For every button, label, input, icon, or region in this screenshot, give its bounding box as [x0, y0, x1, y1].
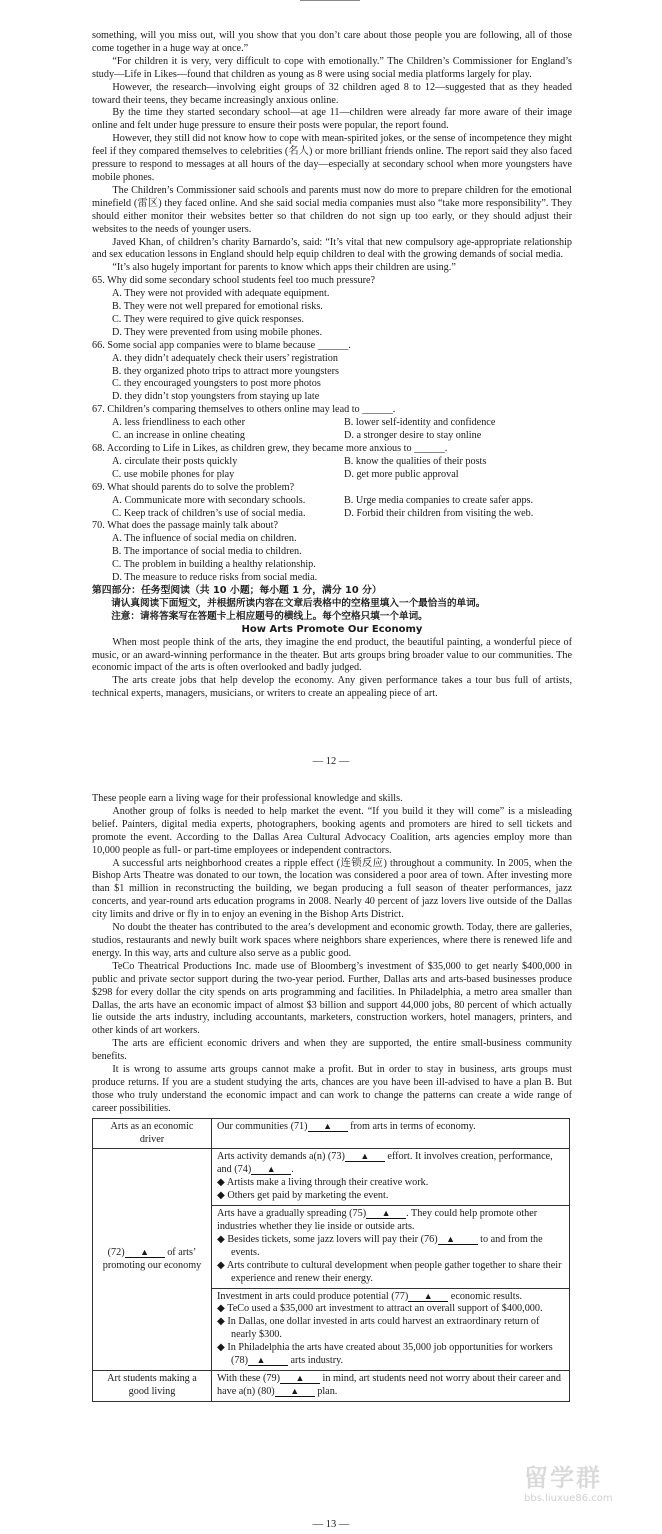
question-stem: 69. What should parents do to solve the problem?	[92, 481, 295, 493]
option: C. Keep track of children’s use of social media.	[112, 507, 306, 519]
cell-text: effort. It involves creation, performance, and (74)	[217, 1151, 553, 1176]
table-cell-label: Art students making a good living	[93, 1370, 212, 1401]
option: B. know the qualities of their posts	[344, 455, 487, 467]
bullet-item: ◆ TeCo used a $35,000 art investment to attract an overall support of $400,000.	[217, 1303, 543, 1315]
bullet-item: ◆ Others get paid by marketing the event.	[217, 1190, 389, 1202]
bullet-item: ◆ Besides tickets, some jazz lovers will pay their (76) ▲ to and from the events.	[217, 1233, 543, 1258]
question-stem: 68. According to Life in Likes, as children grew, they became more anxious to ______.	[92, 443, 448, 454]
section-instruction: 注意：请将答案写在答题卡上相应题号的横线上。每个空格只填一个单词。	[111, 610, 428, 622]
watermark-text: 留学群	[524, 1464, 602, 1492]
paragraph: The Children’s Commissioner said schools and parents must now do more to prepare children for the emotional minefield (雷区) they faced online. And she said social media companies must also “take more responsibility”. They should either monitor their websites better so that children do not sign up too early, or they should adjust their websites to the needs of younger users.	[92, 184, 572, 235]
paragraph: TeCo Theatrical Productions Inc. made use of Bloomberg’s investment of $35,000 to get nearly $400,000 in public and private sector support during the two-year period. Further, Dallas arts and arts-based businesses produce $298 for every dollar the city spends on arts programming and facilities. In Philadelphia, a metro area smaller than Dallas, the arts have an economic impact of almost $3 billion and support 44,000 jobs, 80 percent of which actually lie outside the arts industry, including accountants, marketers, construction workers, hotel managers, printers, and other kinds of art workers.	[92, 960, 572, 1037]
page-12	[92, 30, 572, 701]
bullet-item: ◆ Artists make a living through their creative work.	[217, 1177, 429, 1189]
table-cell-label: Arts as an economic driver	[93, 1118, 212, 1149]
table-cell	[212, 1118, 570, 1149]
answer-blank: ▲	[251, 1164, 291, 1175]
paragraph: No doubt the theater has contributed to the area’s development and economic growth. Today, there are galleries, studios, restaurants and newly built work spaces where neighbors share experiences, where there is renewed life and energy. In this way, arts and culture also serve as a public good.	[92, 922, 572, 959]
cell-text: .	[291, 1164, 294, 1176]
option: C. use mobile phones for play	[112, 468, 235, 480]
cell-text: of arts’ promoting our economy	[102, 1246, 202, 1271]
cell-text: plan.	[317, 1385, 338, 1397]
answer-blank: ▲	[408, 1291, 448, 1302]
answer-blank: ▲	[438, 1234, 478, 1245]
paragraph: However, the research—involving eight groups of 32 children aged 8 to 12—suggested that as they headed toward their teens, they became increasingly anxious online.	[92, 81, 572, 106]
option: B. The importance of social media to children.	[112, 546, 302, 558]
question-66	[92, 340, 572, 405]
diamond-bullet-icon: ◆	[217, 1259, 225, 1271]
option: D. a stronger desire to stay online	[344, 430, 482, 442]
option: A. circulate their posts quickly	[112, 455, 238, 467]
paragraph: When most people think of the arts, they imagine the end product, the beautiful painting, a wonderful piece of music, or an award-winning performance in the theater. But arts groups bring broader value to our communities. The economic impact of the arts is often overlooked and badly judged.	[92, 636, 572, 674]
option: D. The measure to reduce risks from social media.	[112, 572, 318, 584]
cell-text: With these (79)	[217, 1372, 280, 1384]
section-instruction: 请认真阅读下面短文，并根据所读内容在文章后表格中的空格里填入一个最恰当的单词。	[111, 597, 486, 609]
option: B. lower self-identity and confidence	[344, 417, 496, 429]
watermark-logo	[524, 1458, 654, 1508]
table-cell	[212, 1288, 570, 1370]
question-69	[92, 482, 572, 521]
cell-text: economic results.	[450, 1290, 523, 1302]
diamond-bullet-icon: ◆	[217, 1190, 225, 1202]
cell-text: from arts in terms of economy.	[350, 1120, 476, 1132]
paragraph: something, will you miss out, will you show that you don’t care about those people you are following, all of those come together in a huge way at once.”	[92, 30, 572, 54]
cell-text: Arts activity demands a(n) (73)	[217, 1151, 345, 1163]
question-stem: 66. Some social app companies were to blame because ______.	[92, 339, 351, 351]
cell-text: (72)	[107, 1246, 125, 1258]
answer-blank: ▲	[308, 1121, 348, 1132]
answer-blank: ▲	[248, 1355, 288, 1366]
cell-text: in mind, art students need not worry about their career and have a(n) (80)	[217, 1372, 561, 1397]
cell-text: Arts have a gradually spreading (75)	[217, 1208, 367, 1220]
cell-text: Investment in arts could produce potential (77)	[217, 1290, 409, 1302]
option: D. get more public approval	[344, 468, 459, 480]
table-cell	[212, 1149, 570, 1206]
table-cell-label	[93, 1149, 212, 1371]
diamond-bullet-icon: ◆	[217, 1177, 225, 1189]
section-header: 第四部分：任务型阅读（共 10 小题；每小题 1 分，满分 10 分）	[92, 584, 382, 596]
article-title: How Arts Promote Our Economy	[241, 623, 423, 635]
paragraph: Javed Khan, of children’s charity Barnardo’s, said: “It’s vital that new compulsory age-appropriate relationship and sex education lessons in England should help equip children to deal with the growing demands of social media.	[92, 236, 572, 261]
diamond-bullet-icon: ◆	[217, 1233, 225, 1245]
table-row	[93, 1149, 570, 1206]
top-page-fragment	[300, 0, 360, 5]
paragraph: “For children it is very, very difficult to cope with emotionally.” The Children’s Commissioner for England’s study—Life in Likes—found that children as young as 8 were using social media platforms largely for play.	[92, 55, 572, 80]
cell-text: . They could help promote other industries whether they lie inside or outside arts.	[217, 1208, 538, 1232]
paragraph: By the time they started secondary school—at age 11—children were already far more aware of their image online and felt under huge pressure to ensure their posts were popular, the report found.	[92, 107, 572, 132]
option: A. less friendliness to each other	[112, 417, 245, 429]
option: C. an increase in online cheating	[112, 430, 245, 442]
paragraph: It is wrong to assume arts groups cannot make a profit. But in order to stay in business, arts groups must produce returns. If you are a student studying the arts, chances are you have been ill-advised to have a plan B. But those who truly understand the economic impact and can work to change the patterns can create a wide range of career possibilities.	[92, 1064, 572, 1114]
table-cell	[212, 1370, 570, 1401]
question-67	[92, 404, 572, 443]
option: D. they didn’t stop youngsters from staying up late	[112, 391, 320, 403]
answer-blank: ▲	[345, 1151, 385, 1162]
answer-blank: ▲	[125, 1247, 165, 1258]
option: C. They were required to give quick responses.	[112, 313, 304, 325]
page-number: — 13 —	[312, 1519, 350, 1530]
answer-blank: ▲	[275, 1386, 315, 1397]
option: D. They were prevented from using mobile phones.	[112, 326, 323, 338]
table-cell	[212, 1206, 570, 1288]
paragraph: Another group of folks is needed to help market the event. “If you build it they will come” is a misleading belief. Painters, digital media experts, photographers, booking agents and promoters are hired to sell tickets and promote the event. According to the Dallas Area Cultural Advocacy Coalition, arts agencies employ more than 10,000 people as full- or part-time employees or independent contractors.	[92, 805, 572, 856]
option: C. The problem in building a healthy relationship.	[112, 559, 316, 571]
question-stem: 67. Children’s comparing themselves to others online may lead to ______.	[92, 404, 396, 416]
page-number: — 12 —	[312, 756, 350, 767]
table-row	[93, 1370, 570, 1401]
option: A. They were not provided with adequate equipment.	[112, 288, 330, 300]
answer-blank: ▲	[280, 1373, 320, 1384]
paragraph: A successful arts neighborhood creates a ripple effect (连锁反应) throughout a community. In 2005, when the Bishop Arts Theatre was donated to our town, the location was considered a poor area of town. After investing more than $1 million in reconstructing the building, we began producing a full season of theater performances, jazz concerts, and year-round arts education programs in 2008. Nearly 40 percent of jazz lovers live outside of the Dallas city limits and drive or fly in to enjoy an evening in the Bishop Arts District.	[92, 857, 572, 921]
question-65	[92, 275, 572, 340]
paragraph: The arts create jobs that help develop the economy. Any given performance takes a tour bus full of artists, technical experts, managers, musicians, or writers to create an appealing piece of art.	[92, 675, 572, 700]
option: B. They were not well prepared for emotional risks.	[112, 301, 323, 313]
bullet-item: ◆ In Dallas, one dollar invested in arts could harvest an extraordinary return of nearly $300.	[217, 1316, 540, 1341]
option: B. they organized photo trips to attract more youngsters	[112, 365, 339, 377]
option: A. Communicate more with secondary schools.	[112, 494, 306, 506]
cell-text: Our communities (71)	[217, 1120, 308, 1132]
table-row	[93, 1118, 570, 1149]
summary-table	[92, 1118, 570, 1402]
diamond-bullet-icon: ◆	[217, 1316, 225, 1328]
diamond-bullet-icon: ◆	[217, 1303, 225, 1315]
watermark-url: bbs.liuxue86.com	[524, 1493, 613, 1504]
paragraph: However, they still did not know how to cope with mean-spirited jokes, or the sense of incompetence they might feel if they compared themselves to celebrities (名人) or more brilliant friends online. The report said they also faced pressure to respond to messages at all hours of the day—especially at secondary school when more youngsters have mobile phones.	[92, 133, 572, 183]
option: B. Urge media companies to create safer apps.	[344, 494, 534, 506]
question-stem: 65. Why did some secondary school students feel too much pressure?	[92, 275, 376, 287]
option: A. they didn’t adequately check their users’ registration	[112, 352, 338, 364]
option: C. they encouraged youngsters to post more photos	[112, 378, 321, 390]
bullet-item: ◆ Arts contribute to cultural development when people gather together to share their experience and renew their energy.	[217, 1259, 562, 1284]
question-70	[92, 520, 572, 585]
paragraph: The arts are efficient economic drivers and when they are supported, the entire small-business community benefits.	[92, 1038, 572, 1063]
question-68	[92, 443, 572, 482]
paragraph: “It’s also hugely important for parents to know which apps their children are using.”	[112, 262, 456, 274]
question-stem: 70. What does the passage mainly talk about?	[92, 520, 278, 532]
paragraph: These people earn a living wage for their professional knowledge and skills.	[92, 793, 403, 804]
page-13	[92, 793, 572, 1402]
bullet-item: ◆ In Philadelphia the arts have created about 35,000 job opportunities for workers (78) ▲ arts industry.	[217, 1342, 553, 1367]
diamond-bullet-icon: ◆	[217, 1342, 225, 1354]
answer-blank: ▲	[366, 1208, 406, 1219]
option: A. The influence of social media on children.	[112, 533, 297, 545]
option: D. Forbid their children from visiting the web.	[344, 507, 534, 519]
